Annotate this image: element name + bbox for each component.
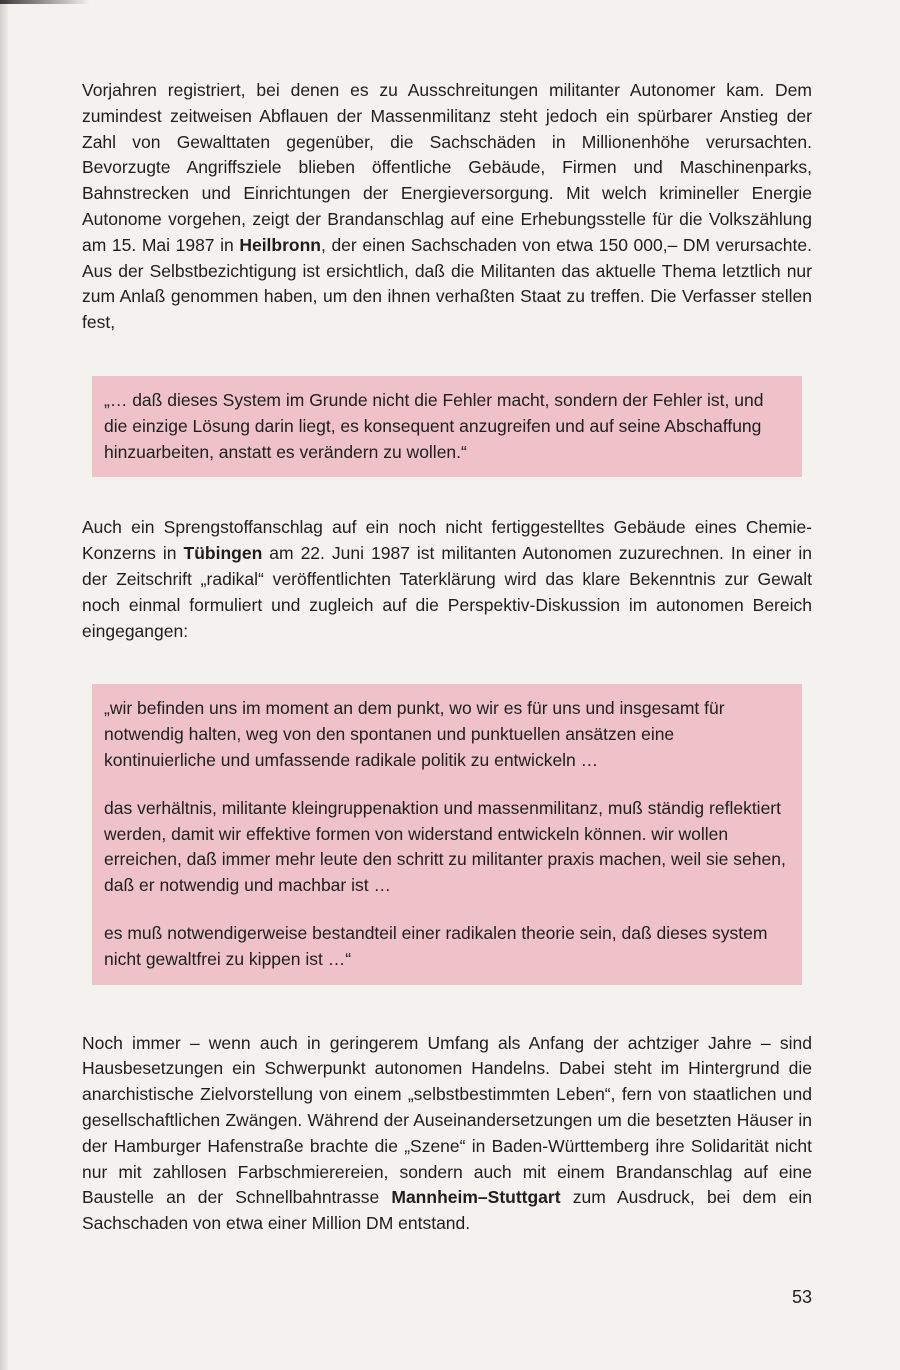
place-mannheim-stuttgart: Mannheim–Stuttgart [391, 1187, 561, 1208]
paragraph-2-text-a: Auch ein Sprengstoffanschlag auf ein noch nicht fertiggestelltes Gebäude eines Chemie-Konzerns in [82, 517, 812, 564]
quote-box-1 [92, 376, 802, 477]
scan-left-edge [0, 0, 8, 1370]
paragraph-3-text-a: Noch immer – wenn auch in geringerem Umfang als Anfang der achtziger Jahre – sind Hausbesetzungen ein Schwerpunkt autonomen Handelns. Dabei steht im Hintergrund die anarchistische Zielvorstellung von einem „selbstbestimmten Leben“, fern von staatlichen und gesellschaftlichen Zwängen. Während der Auseinandersetzungen um die besetzten Häuser in der Hamburger Hafenstraße brachte die „Szene“ in Baden-Württemberg ihre Solidarität nicht nur mit zahllosen Farbschmierereien, sondern auch mit einem Brandanschlag auf eine Baustelle an der Schnellbahntrasse [82, 1032, 812, 1208]
quote-box-2 [92, 684, 802, 984]
paragraph-2-text-b: am 22. Juni 1987 ist militanten Autonomen zuzurechnen. In einer in der Zeitschrift „radikal“ veröffentlichten Taterklärung wird das klare Bekenntnis zur Gewalt noch einmal formuliert und zugleich auf die Perspektiv-Diskussion im autonomen Bereich eingegangen: [82, 543, 812, 641]
paragraph-1 [82, 78, 812, 336]
scan-top-mark [0, 0, 90, 4]
paragraph-1-text-a: Vorjahren registriert, bei denen es zu Ausschreitungen militanter Autonomer kam. Dem zumindest zeitweisen Abflauen der Massenmilitanz steht jedoch ein spürbarer Anstieg der Zahl von Gewalttaten gegenüber, die Sachschäden in Millionenhöhe verursachten. Bevorzugte Angriffsziele blieben öffentliche Gebäude, Firmen und Maschinenparks, Bahnstrecken und Einrichtungen der Energieversorgung. Mit welch krimineller Energie Autonome vorgehen, zeigt der Brandanschlag auf eine Erhebungsstelle für die Volkszählung am 15. Mai 1987 in [82, 80, 812, 255]
paragraph-1-text-b: , der einen Sachschaden von etwa 150 000,– DM verursachte. Aus der Selbstbezichtigung ist ersichtlich, daß die Militanten das aktuelle Thema letztlich nur zum Anlaß genommen haben, um den ihnen verhaßten Staat zu treffen. Die Verfasser stellen fest, [82, 234, 812, 333]
quote-2-part-2: das verhältnis, militante kleingruppenaktion und massenmilitanz, muß ständig reflektiert werden, damit wir effektive formen von widerstand entwickeln können. wir wollen erreichen, daß immer mehr leute den schritt zu militanter praxis machen, weil sie sehen, daß er notwendig und machbar ist … [104, 797, 786, 896]
page-number: 53 [791, 1287, 812, 1307]
quote-2-part-3: es muß notwendigerweise bestandteil einer radikalen theorie sein, daß dieses system nicht gewaltfrei zu kippen ist …“ [104, 922, 768, 969]
quote-2-part-1: „wir befinden uns im moment an dem punkt, wo wir es für uns und insgesamt für notwendig halten, weg von den spontanen und punktuellen ansätzen eine kontinuierliche und umfassende radikale politik zu entwickeln … [104, 698, 725, 770]
paragraph-3 [82, 1031, 812, 1237]
page-body [82, 78, 812, 1237]
place-tuebingen: Tübingen [183, 543, 263, 564]
quote-1-text: „… daß dieses System im Grunde nicht die Fehler macht, sondern der Fehler ist, und die einzige Lösung darin liegt, es konsequent anzugreifen und auf seine Abschaffung hinzuarbeiten, anstatt es verändern zu wollen.“ [104, 389, 764, 462]
paragraph-3-text-b: zum Ausdruck, bei dem ein Sachschaden von etwa einer Million DM entstand. [82, 1187, 813, 1234]
paragraph-2 [82, 515, 812, 644]
place-heilbronn: Heilbronn [239, 234, 321, 255]
